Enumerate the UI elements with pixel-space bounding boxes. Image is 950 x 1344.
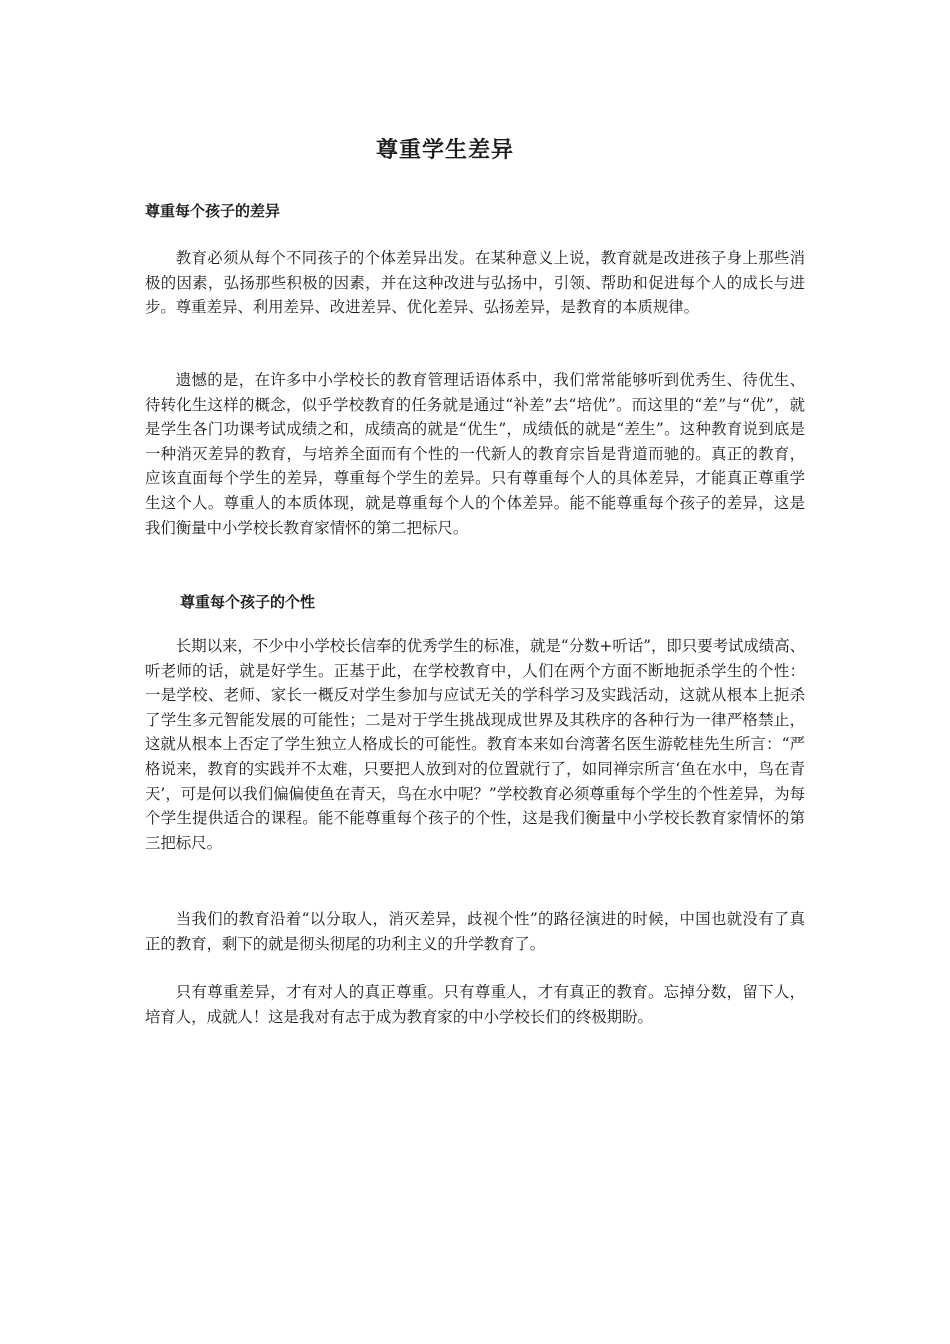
- paragraph-5: 只有尊重差异，才有对人的真正尊重。只有尊重人，才有真正的教育。忘掉分数，留下人，培育人，成就人！这是我对有志于成为教育家的中小学校长们的终极期盼。: [145, 983, 805, 1026]
- section-heading-personality: 尊重每个孩子的个性: [180, 593, 316, 611]
- section-heading-differences: 尊重每个孩子的差异: [145, 202, 281, 220]
- paragraph-2: 遗憾的是，在许多中小学校长的教育管理话语体系中，我们常常能够听到优秀生、待优生、待转化生这样的概念，似乎学校教育的任务就是通过“补差”去“培优”。而这里的“差”与“优”，就是学生各门功课考试成绩之和，成绩高的就是“优生”，成绩低的就是“差生”。这种教育说到底是一种消灭差异的教育，与培养全面而有个性的一代新人的教育宗旨是背道而驰的。真正的教育，应该直面每个学生的差异，尊重每个学生的差异。只有尊重每个人的具体差异，才能真正尊重学生这个人。尊重人的本质体现，就是尊重每个人的个体差异。能不能尊重每个孩子的差异，这是我们衡量中小学校长教育家情怀的第二把标尺。: [145, 371, 805, 537]
- paragraph-1: 教育必须从每个不同孩子的个体差异出发。在某种意义上说，教育就是改进孩子身上那些消极的因素，弘扬那些积极的因素，并在这种改进与弘扬中，引领、帮助和促进每个人的成长与进步。尊重差异、利用差异、改进差异、优化差异、弘扬差异，是教育的本质规律。: [145, 249, 805, 317]
- paragraph-3: 长期以来，不少中小学校长信奉的优秀学生的标准，就是“分数+听话”，即只要考试成绩高、听老师的话，就是好学生。正基于此，在学校教育中，人们在两个方面不断地扼杀学生的个性：一是学校、老师、家长一概反对学生参加与应试无关的学科学习及实践活动，这就从根本上扼杀了学生多元智能发展的可能性；二是对于学生挑战现成世界及其秩序的各种行为一律严格禁止，这就从根本上否定了学生独立人格成长的可能性。教育本来如台湾著名医生游乾桂先生所言：“严格说来，教育的实践并不太难，只要把人放到对的位置就行了，如同禅宗所言‘鱼在水中，鸟在青天’，可是何以我们偏偏使鱼在青天，鸟在水中呢？”学校教育必须尊重每个学生的个性差异，为每个学生提供适合的课程。能不能尊重每个孩子的个性，这是我们衡量中小学校长教育家情怀的第三把标尺。: [145, 637, 805, 852]
- page-title: 尊重学生差异: [375, 138, 514, 163]
- paragraph-4: 当我们的教育沿着“以分取人，消灭差异，歧视个性”的路径演进的时候，中国也就没有了真正的教育，剩下的就是彻头彻尾的功利主义的升学教育了。: [145, 910, 805, 953]
